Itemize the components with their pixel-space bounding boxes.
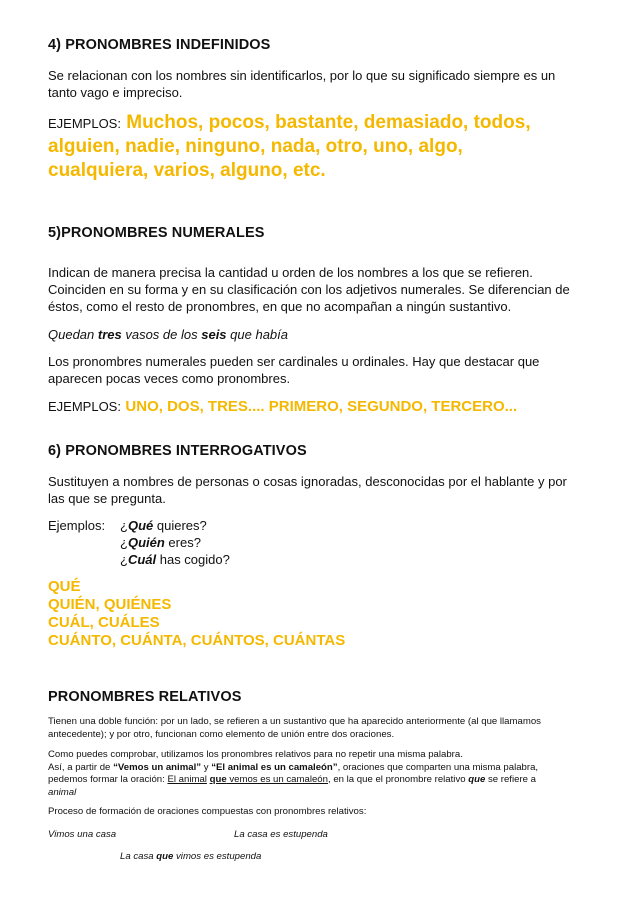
text-fragment: Quedan xyxy=(48,327,98,342)
question-example xyxy=(120,534,201,551)
section-5-description xyxy=(48,264,608,315)
relatives-paragraph-3: Proceso de formación de oraciones compuestas con pronombres relativos: xyxy=(48,806,367,817)
examples-line: alguien, nadie, ninguno, nada, otro, uno, algo, xyxy=(48,136,463,157)
underlined-emphasis: que xyxy=(209,774,227,785)
examples-line: cualquiera, varios, alguno, etc. xyxy=(48,160,326,181)
emphasis: seis xyxy=(201,327,227,342)
text-line: Coinciden en su forma y en su clasificación con los adjetivos numerales. Se diferencian de xyxy=(48,282,570,297)
text-line: Como puedes comprobar, utilizamos los pronombres relativos para no repetir una misma palabra. xyxy=(48,749,463,760)
text-line xyxy=(48,762,608,775)
list-item: QUÉ xyxy=(48,578,81,595)
text-line: tanto vago e impreciso. xyxy=(48,85,183,100)
section-5-examples xyxy=(48,398,608,416)
text-line: Indican de manera precisa la cantidad u orden de los nombres a los que se refieren. xyxy=(48,265,533,280)
text-line: antecedente); y por otro, funcionan como elemento de unión entre dos oraciones. xyxy=(48,728,395,740)
text-fragment: La casa xyxy=(120,851,157,862)
list-item: QUIÉN, QUIÉNES xyxy=(48,596,172,613)
list-item: CUÁL, CUÁLES xyxy=(48,614,160,631)
relatives-title: PRONOMBRES RELATIVOS xyxy=(48,689,242,705)
text-line: Se relacionan con los nombres sin identificarlos, por lo que su significado siempre es un xyxy=(48,68,556,83)
text-line: Tienen una doble función: por un lado, se refieren a un sustantivo que ha aparecido anteriormente (al que llamamos xyxy=(48,716,541,727)
text-line: animal xyxy=(48,786,77,798)
text-fragment: , en la que el pronombre relativo xyxy=(327,774,469,785)
text-fragment: eres? xyxy=(164,535,201,550)
relatives-example-combined xyxy=(120,851,261,864)
section-5-example-sentence xyxy=(48,326,608,343)
text-fragment: has cogido? xyxy=(156,552,230,567)
text-line: Sustituyen a nombres de personas o cosas ignoradas, desconocidas por el hablante y por xyxy=(48,474,567,489)
text-fragment: vimos es estupenda xyxy=(173,851,262,862)
section-4-examples xyxy=(48,112,608,182)
text-line: Los pronombres numerales pueden ser cardinales u ordinales. Hay que destacar que xyxy=(48,354,540,369)
emphasis: Qué xyxy=(127,518,154,533)
text-line: aparecen pocas veces como pronombres. xyxy=(48,371,291,386)
text-fragment: quieres? xyxy=(153,518,207,533)
relatives-example-2: La casa es estupenda xyxy=(234,829,328,840)
emphasis: que xyxy=(468,774,486,785)
text-fragment: vasos de los xyxy=(121,327,202,342)
examples-label: Ejemplos: xyxy=(48,518,106,533)
text-fragment: pedemos formar la oración: xyxy=(48,774,168,785)
examples-line: Muchos, pocos, bastante, demasiado, todos, xyxy=(126,112,531,133)
section-6-title: 6) PRONOMBRES INTERROGATIVOS xyxy=(48,443,307,459)
text-fragment: que había xyxy=(226,327,288,342)
text-fragment: ¿ xyxy=(120,552,128,567)
text-fragment: ¿ xyxy=(120,535,128,550)
emphasis: que xyxy=(156,851,174,862)
text-fragment: y xyxy=(201,761,212,773)
emphasis: Cuál xyxy=(127,552,157,567)
relatives-example-1: Vimos una casa xyxy=(48,829,117,840)
relatives-paragraph-2 xyxy=(48,749,608,799)
text-fragment: Así, a partir de xyxy=(48,761,114,773)
section-5-title: 5)PRONOMBRES NUMERALES xyxy=(48,225,265,241)
question-example xyxy=(120,517,207,534)
examples-label: EJEMPLOS: xyxy=(48,399,121,414)
relatives-paragraph-1 xyxy=(48,716,608,741)
examples-label: EJEMPLOS: xyxy=(48,116,121,131)
underlined-text: El animal xyxy=(167,774,207,785)
text-fragment: se refiere a xyxy=(485,774,536,785)
text-line xyxy=(48,774,608,787)
text-line: éstos, como el resto de pronombres, en que no acompañan a ningún sustantivo. xyxy=(48,299,512,314)
emphasis: Quién xyxy=(127,535,165,550)
list-item: CUÁNTO, CUÁNTA, CUÁNTOS, CUÁNTAS xyxy=(48,632,346,649)
text-fragment: ¿ xyxy=(120,518,128,533)
section-4-title: 4) PRONOMBRES INDEFINIDOS xyxy=(48,37,271,53)
emphasis: “El animal es un camaleón” xyxy=(211,761,338,773)
emphasis: tres xyxy=(97,327,122,342)
text-line: las que se pregunta. xyxy=(48,491,166,506)
underlined-text: vemos es un camaleón xyxy=(226,774,328,785)
section-4-description xyxy=(48,67,608,101)
emphasis: “Vemos un animal” xyxy=(113,761,202,773)
text-fragment: , oraciones que comparten una misma palabra, xyxy=(337,761,539,773)
interrogative-list xyxy=(48,578,608,650)
examples-line: UNO, DOS, TRES.... PRIMERO, SEGUNDO, TERCERO... xyxy=(125,398,518,415)
question-example xyxy=(120,551,230,568)
section-6-description xyxy=(48,473,608,507)
section-5-note xyxy=(48,353,608,387)
